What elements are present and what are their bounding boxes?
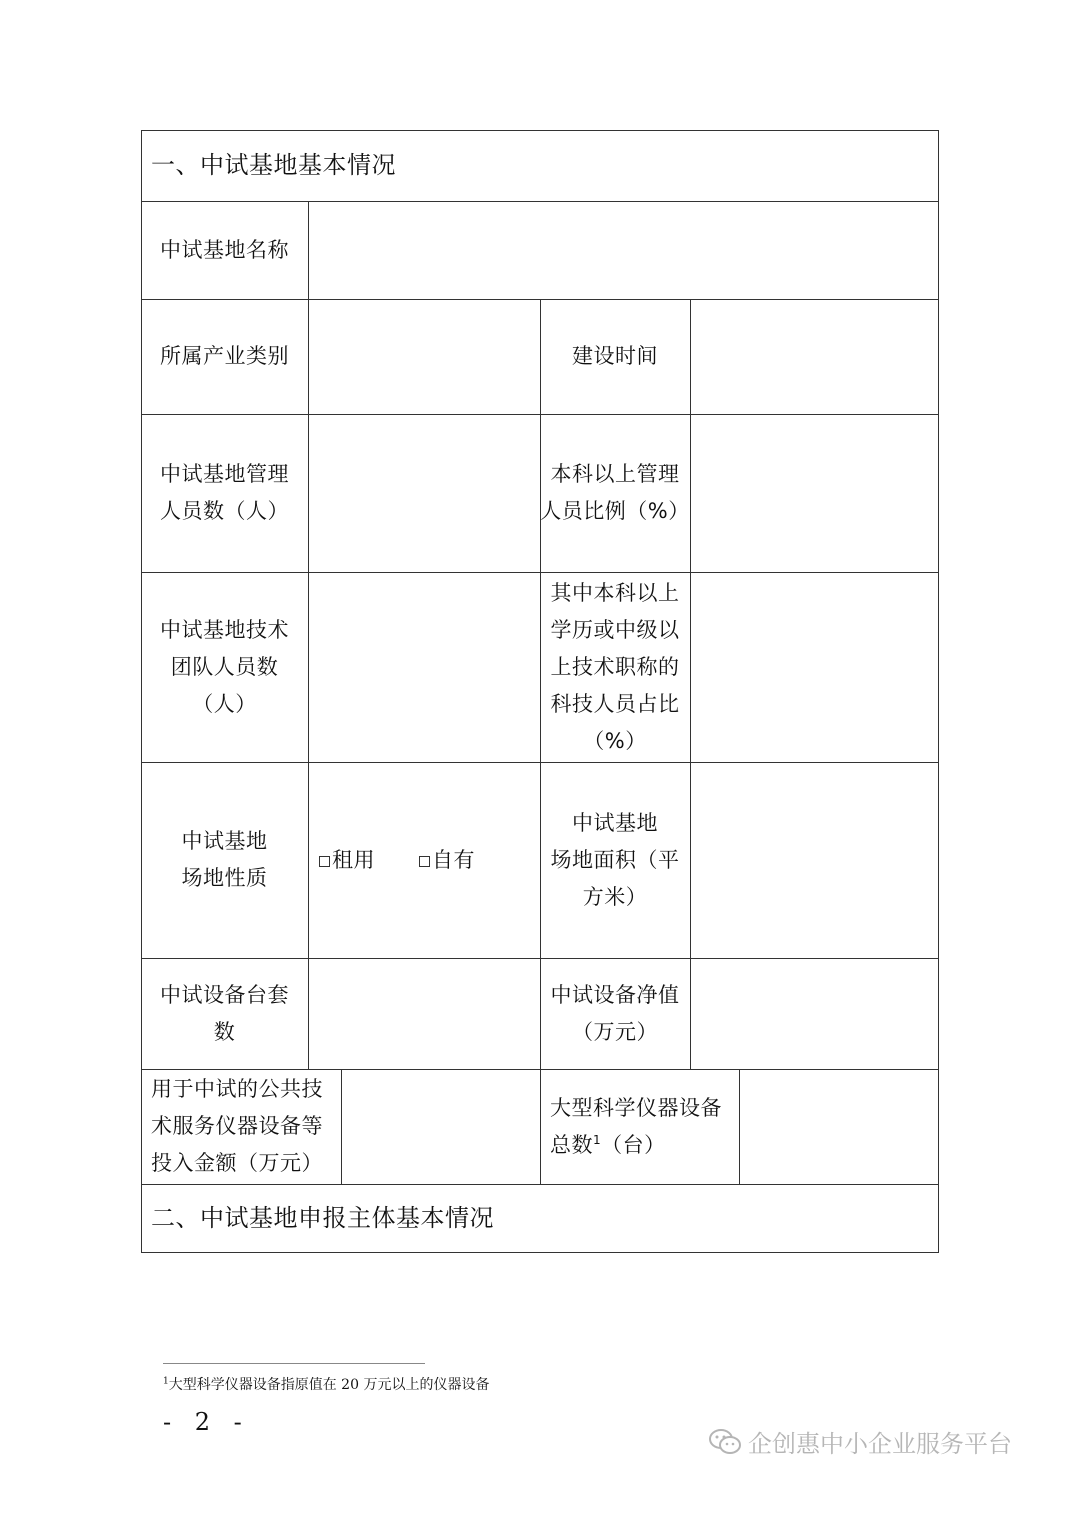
input-industry-category[interactable] [308, 299, 540, 414]
input-equip-value[interactable] [690, 958, 938, 1069]
input-base-name[interactable] [308, 201, 938, 299]
label-public-invest: 用于中试的公共技 术服务仪器设备等 投入金额（万元） [151, 1077, 323, 1175]
label-construction-time: 建设时间 [572, 344, 658, 368]
label-tech-team: 中试基地技术 团队人员数 （人） [160, 617, 289, 716]
table-border-bottom [141, 1252, 939, 1253]
section1-title: 一、中试基地基本情况 [151, 151, 396, 179]
label-site-area: 中试基地 场地面积（平 方米） [550, 810, 680, 909]
footnote: $^1$大型科学仪器设备指原值在 20 万元以上的仪器设备 [163, 1376, 490, 1393]
wechat-icon [708, 1427, 742, 1457]
input-construction-time[interactable] [690, 299, 938, 414]
checkbox-rent[interactable]: 租用 [319, 842, 375, 879]
input-site-area[interactable] [690, 762, 938, 958]
input-tech-team[interactable] [308, 572, 540, 762]
label-large-instruments: 大型科学仪器设备 总数$^1$（台） [550, 1095, 722, 1157]
label-site-nature: 中试基地 场地性质 [181, 829, 268, 890]
label-tech-ratio: 其中本科以上 学历或中级以 上技术职称的 科技人员占比 （%） [550, 580, 680, 753]
input-equip-sets[interactable] [308, 958, 540, 1069]
input-mgmt-count[interactable] [308, 414, 540, 572]
label-industry-category: 所属产业类别 [160, 344, 289, 368]
section2-title: 二、中试基地申报主体基本情况 [151, 1203, 494, 1232]
input-tech-ratio[interactable] [690, 572, 938, 762]
checkbox-square-icon[interactable] [319, 856, 330, 867]
page-number: - 2 - [163, 1408, 250, 1436]
input-large-instruments[interactable] [739, 1069, 938, 1184]
label-equip-sets: 中试设备台套 数 [160, 982, 289, 1044]
checkbox-own[interactable]: 自有 [419, 842, 475, 879]
footnote-rule [163, 1363, 425, 1364]
watermark: 企创惠中小企业服务平台 [708, 1424, 1012, 1459]
label-mgmt-count: 中试基地管理 人员数（人） [160, 462, 289, 523]
checkbox-square-icon[interactable] [419, 856, 430, 867]
input-public-invest[interactable] [341, 1069, 540, 1184]
label-equip-value: 中试设备净值 （万元） [550, 982, 680, 1044]
footnote-marker: 1 [593, 1132, 602, 1147]
site-nature-options [308, 762, 540, 958]
input-bachelor-mgmt-ratio[interactable] [690, 414, 938, 572]
table-border-right [938, 130, 939, 1253]
label-base-name: 中试基地名称 [160, 237, 289, 262]
label-bachelor-mgmt-ratio: 本科以上管理 人员比例（%） [540, 462, 690, 523]
